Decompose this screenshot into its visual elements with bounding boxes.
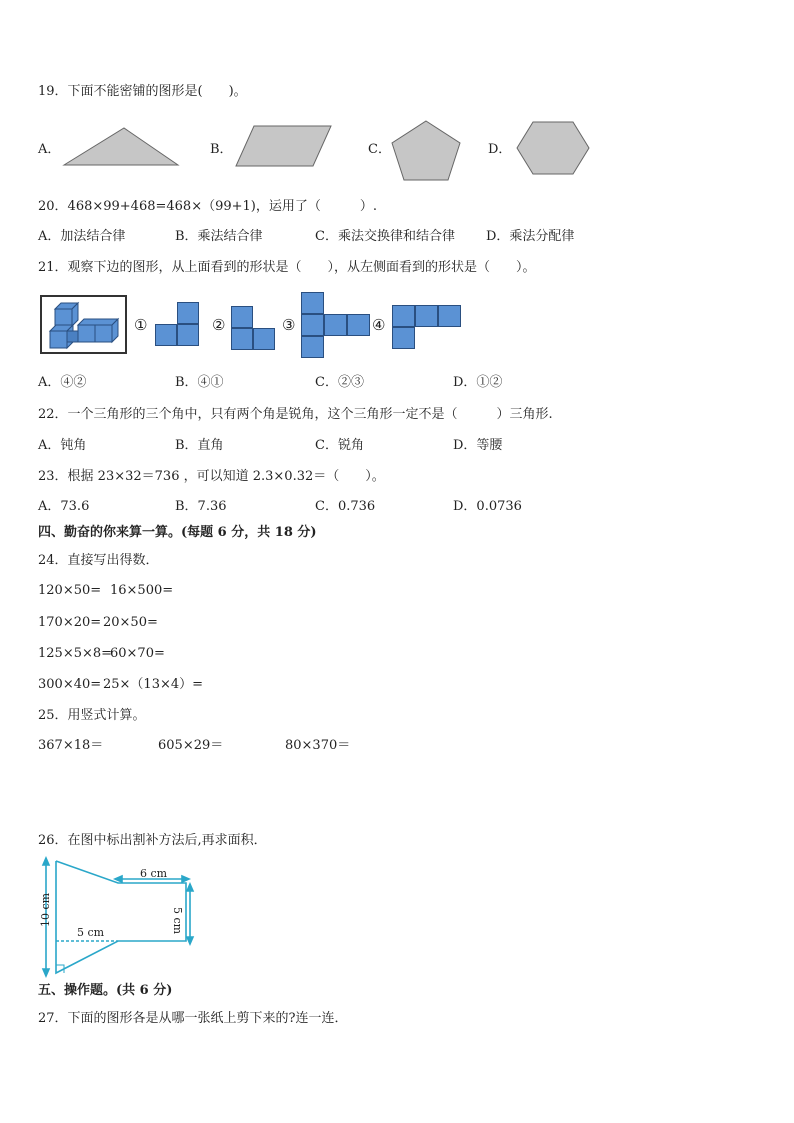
q19-option-a[interactable]: A． (38, 142, 61, 157)
q24-row-4-b: 25×（13×4）= (103, 677, 204, 692)
q26-label-left: 10 cm (39, 892, 52, 927)
q24-row-4-a: 300×40= (38, 677, 102, 692)
q21-cubes-drawing (42, 297, 125, 352)
section-4-title: 四、勤奋的你来算一算。(每题 6 分，共 18 分) (38, 525, 317, 540)
q25-item-1: 367×18＝ (38, 738, 104, 753)
q23-option-c[interactable]: C．0.736 (315, 499, 376, 514)
q21-figure-label-1: ① (134, 316, 148, 334)
q26-stem: 26．在图中标出割补方法后,再求面积． (38, 833, 267, 848)
q21-option-d[interactable]: D．①② (453, 375, 503, 390)
q20-stem: 20．468×99+468=468×（99+1)，运用了（ ）. (38, 199, 378, 214)
q21-view-2[interactable] (231, 306, 275, 350)
q22-stem: 22．一个三角形的三个角中，只有两个角是锐角，这个三角形一定不是（ ）三角形. (38, 407, 553, 422)
q20-option-b[interactable]: B．乘法结合律 (175, 229, 263, 244)
q27-stem: 27．下面的图形各是从哪一张纸上剪下来的?连一连． (38, 1011, 348, 1026)
q26-label-middle: 5 cm (77, 926, 105, 939)
q24-row-1-b: 16×500= (110, 583, 174, 598)
q21-figure-label-4: ④ (372, 316, 386, 334)
q24-row-3-a: 125×5×8= (38, 646, 113, 661)
q20-option-d[interactable]: D．乘法分配律 (486, 229, 575, 244)
q22-option-b[interactable]: B．直角 (175, 438, 224, 453)
q21-view-4[interactable] (392, 305, 461, 350)
q19-pentagon-shape (390, 119, 462, 183)
q21-option-c[interactable]: C．②③ (315, 375, 364, 390)
q21-stem: 21．观察下边的图形，从上面看到的形状是（ ），从左侧面看到的形状是（ ）。 (38, 260, 536, 275)
q20-option-a[interactable]: A．加法结合律 (38, 229, 126, 244)
q22-option-c[interactable]: C．锐角 (315, 438, 364, 453)
q19-option-b[interactable]: B． (210, 142, 233, 157)
q23-stem: 23．根据 23×32＝736 ，可以知道 2.3×0.32＝（ ）。 (38, 469, 385, 484)
q21-figure-label-2: ② (212, 316, 226, 334)
q21-option-a[interactable]: A．④② (38, 375, 87, 390)
q23-option-d[interactable]: D．0.0736 (453, 499, 522, 514)
q24-row-1-a: 120×50= (38, 583, 102, 598)
q19-stem: 19．下面不能密铺的图形是( )。 (38, 84, 247, 99)
q26-label-right: 5 cm (171, 907, 184, 935)
q26-label-top: 6 cm (140, 867, 168, 880)
q19-option-c[interactable]: C． (368, 142, 391, 157)
section-5-title: 五、操作题。(共 6 分) (38, 983, 173, 998)
q19-triangle-shape (62, 125, 182, 169)
q25-item-3: 80×370＝ (285, 738, 351, 753)
q24-stem: 24．直接写出得数． (38, 553, 159, 568)
q22-option-a[interactable]: A．钝角 (38, 438, 87, 453)
q21-cube-figure (40, 295, 127, 354)
q25-stem: 25．用竖式计算。 (38, 708, 146, 723)
q20-option-c[interactable]: C．乘法交换律和结合律 (315, 229, 455, 244)
q21-figure-label-3: ③ (282, 316, 296, 334)
q21-view-1[interactable] (155, 302, 199, 346)
q24-row-2-a: 170×20= (38, 615, 102, 630)
q21-view-3[interactable] (301, 292, 370, 358)
q25-item-2: 605×29＝ (158, 738, 224, 753)
q19-option-d[interactable]: D． (488, 142, 512, 157)
q22-option-d[interactable]: D．等腰 (453, 438, 503, 453)
q19-parallelogram-shape (234, 124, 334, 170)
q24-row-3-b: 60×70= (110, 646, 165, 661)
q21-option-b[interactable]: B．④① (175, 375, 224, 390)
q23-option-b[interactable]: B．7.36 (175, 499, 227, 514)
q24-row-2-b: 20×50= (103, 615, 158, 630)
q23-option-a[interactable]: A．73.6 (38, 499, 90, 514)
q19-hexagon-shape (515, 120, 591, 176)
